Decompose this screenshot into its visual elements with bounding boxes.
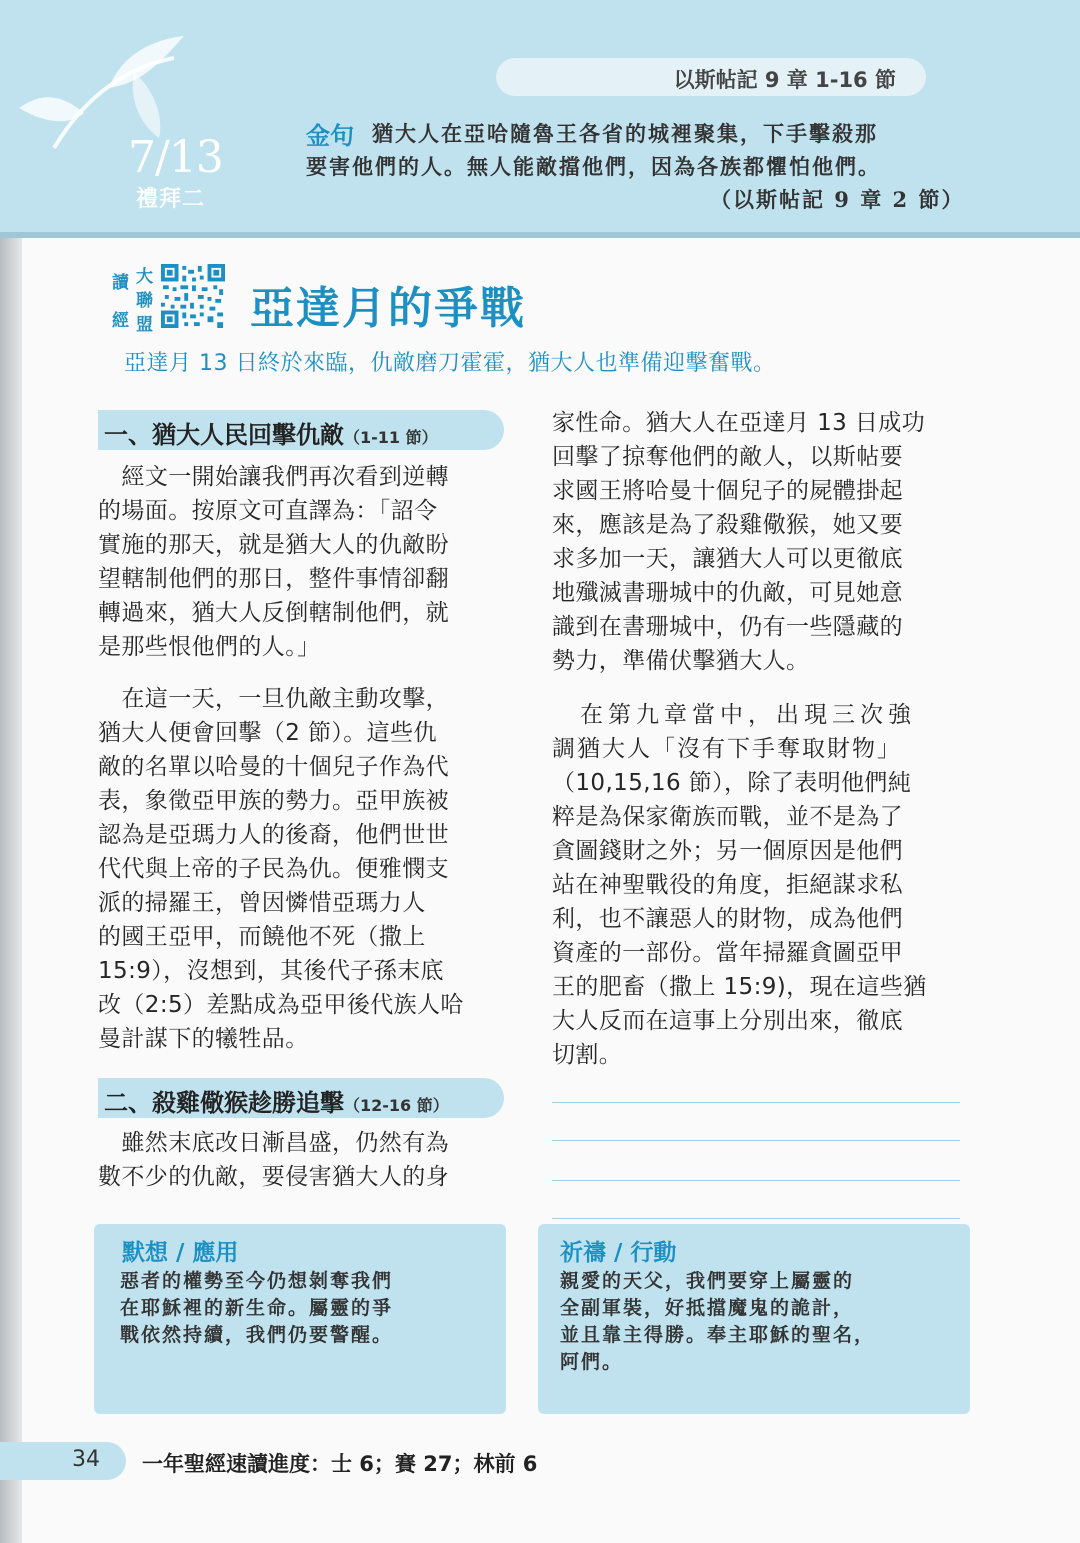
text-line: 轉過來，猶大人反倒轄制他們，就 [98,600,449,626]
prayer-box [538,1224,970,1414]
text-line: 猶大人便會回擊（2 節）。這些仇 [98,720,437,746]
text-line: 望轄制他們的那日，整件事情卻翻 [98,566,449,592]
section-heading-ref: （1-11 節） [344,428,438,447]
text-line: 雖然末底改日漸昌盛，仍然有為 [98,1130,449,1156]
weekday: 禮拜二 [136,187,206,212]
text-line: 的場面。按原文可直譯為：「詔令 [98,498,438,524]
text-line: 在耶穌裡的新生命。屬靈的爭 [120,1297,394,1319]
text-line: 利，也不讓惡人的財物，成為他們 [552,906,903,932]
section-heading-ref: （12-16 節） [344,1096,449,1115]
page-number: 34 [72,1447,100,1472]
section1-paragraph-1 [98,460,449,664]
qr-code-icon[interactable] [160,264,226,328]
text-line: 表，象徵亞甲族的勢力。亞甲族被 [98,788,449,814]
text-line: 調猶大人「沒有下手奪取財物」 [552,736,902,762]
writing-line [552,1218,960,1219]
qr-label-char: 盟 [136,315,153,335]
text-line: 站在神聖戰役的角度，拒絕謀求私 [552,872,903,898]
text-line: 在這一天，一旦仇敵主動攻擊， [98,686,449,712]
prayer-title: 祈禱 / 行動 [560,1240,677,1266]
writing-line [552,1102,960,1103]
text-line: 大人反而在這事上分別出來，徹底 [552,1008,903,1034]
scripture-reference: 以斯帖記 9 章 1-16 節 [673,68,896,92]
text-line: 實施的那天，就是猶大人的仇敵盼 [98,532,449,558]
writing-line [552,1180,960,1181]
text-line: 貪圖錢財之外；另一個原因是他們 [552,838,903,864]
golden-verse-line: 猶大人在亞哈隨魯王各省的城裡聚集，下手擊殺那 [372,121,878,146]
text-line: 來，應該是為了殺雞儆猴，她又要 [552,512,903,538]
section-heading-text: 二、殺雞儆猴趁勝追擊 [104,1089,344,1117]
text-line: 數不少的仇敵，要侵害猶大人的身 [98,1164,449,1190]
reading-progress: 一年聖經速讀進度：士 6；賽 27；林前 6 [142,1452,538,1476]
text-line: 家性命。猶大人在亞達月 13 日成功 [552,410,926,436]
text-line: 資產的一部份。當年掃羅貪圖亞甲 [552,940,903,966]
scripture-reference-pill [496,58,926,96]
text-line: 戰依然持續，我們仍要警醒。 [120,1324,394,1346]
right-column-paragraph-2 [552,698,927,1072]
footer-band [0,1442,126,1480]
section-heading-text: 一、猶大人民回擊仇敵 [104,421,344,449]
text-line: 王的肥畜（撒上 15:9)，現在這些猶 [552,974,927,1000]
text-line: 敵的名單以哈曼的十個兒子作為代 [98,754,449,780]
prayer-text [560,1268,875,1376]
text-line: 派的掃羅王，曾因憐惜亞瑪力人 [98,890,426,916]
right-column-paragraph-1 [552,406,925,678]
text-line: 勢力，準備伏擊猶大人。 [552,648,810,674]
text-line: 求國王將哈曼十個兒子的屍體掛起 [552,478,903,504]
golden-verse-line: 要害他們的人。無人能敵擋他們，因為各族都懼怕他們。 [306,154,881,179]
text-line: 代代與上帝的子民為仇。便雅憫支 [98,856,449,882]
date: 7/13 [128,132,223,183]
text-line: （10,15,16 節），除了表明他們純 [552,770,912,796]
section-heading-1 [98,410,504,450]
text-line: 經文一開始讓我們再次看到逆轉 [98,464,449,490]
text-line: 阿們。 [560,1351,624,1373]
page-title: 亞達月的爭戰 [250,283,526,334]
qr-label-char: 大 [136,267,153,287]
text-line: 粹是為保家衛族而戰，並不是為了 [552,804,903,830]
qr-label-char: 經 [112,311,129,331]
golden-verse-source: （以斯帖記 9 章 2 節） [710,187,965,212]
qr-label-char: 聯 [136,291,153,311]
qr-label-char: 讀 [112,273,129,293]
text-line: 全副軍裝，好抵擋魔鬼的詭計， [560,1297,855,1319]
text-line: 是那些恨他們的人。」 [98,634,321,660]
meditation-text [120,1268,393,1349]
text-line: 求多加一天，讓猶大人可以更徹底 [552,546,903,572]
page-subtitle: 亞達月 13 日終於來臨，仇敵磨刀霍霍，猶大人也準備迎擊奮戰。 [124,351,776,376]
text-line: 的國王亞甲，而饒他不死（撒上 [98,924,426,950]
header-band [0,0,1080,238]
text-line: 切割。 [552,1042,623,1068]
writing-line [552,1140,960,1141]
text-line: 惡者的權勢至今仍想剝奪我們 [120,1270,394,1292]
golden-verse-label: 金句 [306,122,354,150]
text-line: 回擊了掠奪他們的敵人，以斯帖要 [552,444,903,470]
meditation-box [94,1224,506,1414]
text-line: 在第九章當中，出現三次強 [552,702,916,728]
text-line: 親愛的天父，我們要穿上屬靈的 [560,1270,855,1292]
text-line: 15:9），沒想到，其後代子孫末底 [98,958,444,984]
text-line: 識到在書珊城中，仍有一些隱藏的 [552,614,903,640]
section-heading-2 [98,1078,504,1118]
meditation-title: 默想 / 應用 [122,1240,239,1266]
text-line: 地殲滅書珊城中的仇敵，可見她意 [552,580,903,606]
text-line: 改（2:5）差點成為亞甲後代族人哈 [98,992,464,1018]
text-line: 曼計謀下的犧牲品。 [98,1026,309,1052]
text-line: 並且靠主得勝。奉主耶穌的聖名， [560,1324,876,1346]
section1-paragraph-2 [98,682,464,1056]
section2-paragraph-1 [98,1126,449,1194]
text-line: 認為是亞瑪力人的後裔，他們世世 [98,822,449,848]
